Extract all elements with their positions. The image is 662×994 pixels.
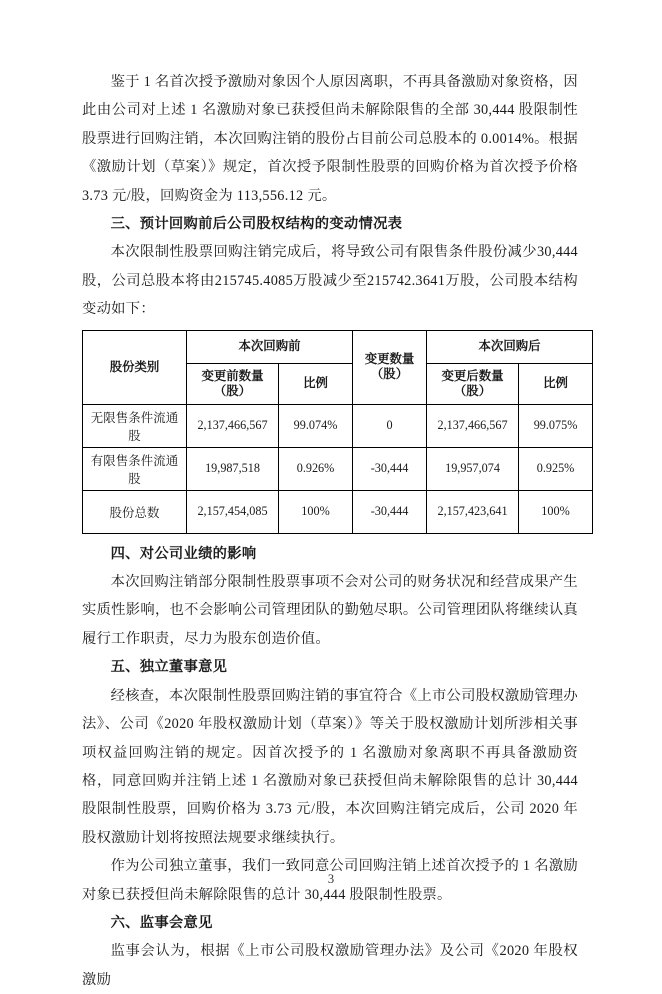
table-cell-change: 0 xyxy=(353,404,427,447)
table-row xyxy=(83,490,593,533)
table-cell-before-pct: 100% xyxy=(279,490,353,533)
table-header-after-qty xyxy=(427,363,519,404)
table-header-before-qty-line1: 变更前数量 xyxy=(201,368,264,383)
section-four-paragraph: 本次回购注销部分限制性股票事项不会对公司的财务状况和经营成果产生实质性影响，也不会影响公司管理团队的勤勉尽职。公司管理团队将继续认真履行工作职责，尽力为股东创造价值。 xyxy=(82,574,578,647)
table-header-before-qty xyxy=(187,363,279,404)
table-cell-change: -30,444 xyxy=(353,447,427,490)
section-heading-three: 三、预计回购前后公司股权结构的变动情况表 xyxy=(110,216,403,233)
table-header-before-pct: 比例 xyxy=(279,363,353,404)
table-header-category: 股份类别 xyxy=(83,330,187,404)
table-header-before-qty-line2: （股） xyxy=(213,383,252,398)
table-cell-after-pct: 100% xyxy=(519,490,593,533)
table-header-after-pct: 比例 xyxy=(519,363,593,404)
table-header-after-qty-line1: 变更后数量 xyxy=(441,368,504,383)
table-cell-category: 无限售条件流通股 xyxy=(83,404,187,447)
table-cell-before-pct: 0.926% xyxy=(279,447,353,490)
intro-paragraph: 鉴于 1 名首次授予激励对象因个人原因离职，不再具备激励对象资格，因此由公司对上述 1 名激励对象已获授但尚未解除限售的全部 30,444 股限制性股票进行回购注销，本次回购注销的股份占目前公司总股本的 0.0014%。根据《激励计划（草案）》规定，首次授予限制性股票的回购价格为首次授予价格 3.73 元/股，回购资金为 113,556.12 元。 xyxy=(82,74,578,204)
table-header-before-group: 本次回购前 xyxy=(187,330,353,363)
table-cell-after-pct: 0.925% xyxy=(519,447,593,490)
table-cell-before-qty: 2,137,466,567 xyxy=(187,404,279,447)
section-heading-five: 五、独立董事意见 xyxy=(110,659,228,676)
table-cell-after-qty: 2,157,423,641 xyxy=(427,490,519,533)
table-cell-after-qty: 2,137,466,567 xyxy=(427,404,519,447)
table-header-after-group: 本次回购后 xyxy=(427,330,593,363)
share-structure-table xyxy=(82,330,593,534)
table-cell-before-pct: 99.074% xyxy=(279,404,353,447)
table-header-change-line2: （股） xyxy=(370,367,409,382)
section-five-paragraph-two: 作为公司独立董事，我们一致同意公司回购注销上述首次授予的 1 名激励对象已获授但尚未解除限售的总计 30,444 股限制性股票。 xyxy=(82,858,578,903)
section-heading-four: 四、对公司业绩的影响 xyxy=(110,545,257,562)
section-three-paragraph: 本次限制性股票回购注销完成后，将导致公司有限售条件股份减少30,444股，公司总股本将由215745.4085万股减少至215742.3641万股，公司股本结构变动如下： xyxy=(82,244,578,318)
table-header-change-group xyxy=(353,330,427,404)
table-cell-after-qty: 19,957,074 xyxy=(427,447,519,490)
page-number: 3 xyxy=(327,872,335,886)
section-six-paragraph: 监事会认为，根据《上市公司股权激励管理办法》及公司《2020 年股权激励 xyxy=(82,943,578,988)
document-body xyxy=(82,68,578,994)
table-cell-before-qty: 2,157,454,085 xyxy=(187,490,279,533)
table-header-after-qty-line2: （股） xyxy=(453,383,492,398)
table-cell-before-qty: 19,987,518 xyxy=(187,447,279,490)
table-cell-change: -30,444 xyxy=(353,490,427,533)
table-row xyxy=(83,447,593,490)
table-cell-category: 有限售条件流通股 xyxy=(83,447,187,490)
table-header-row-group xyxy=(83,330,593,363)
section-five-paragraph-one: 经核查，本次限制性股票回购注销的事宜符合《上市公司股权激励管理办法》、公司《2020 年股权激励计划（草案）》等关于股权激励计划所涉相关事项权益回购注销的规定。因首次授予的 1 名激励对象离职不再具备激励资格，同意回购并注销上述 1 名激励对象已获授但尚未解除限售的总计 30,444 股限制性股票，回购价格为 3.73 元/股，本次回购注销完成后，公司 2020 年股权激励计划将按照法规要求继续执行。 xyxy=(82,687,578,846)
table-row xyxy=(83,404,593,447)
table-header-change-line1: 变更数量 xyxy=(364,352,415,367)
table-cell-after-pct: 99.075% xyxy=(519,404,593,447)
table-cell-category: 股份总数 xyxy=(83,490,187,533)
section-heading-six: 六、监事会意见 xyxy=(110,914,213,931)
